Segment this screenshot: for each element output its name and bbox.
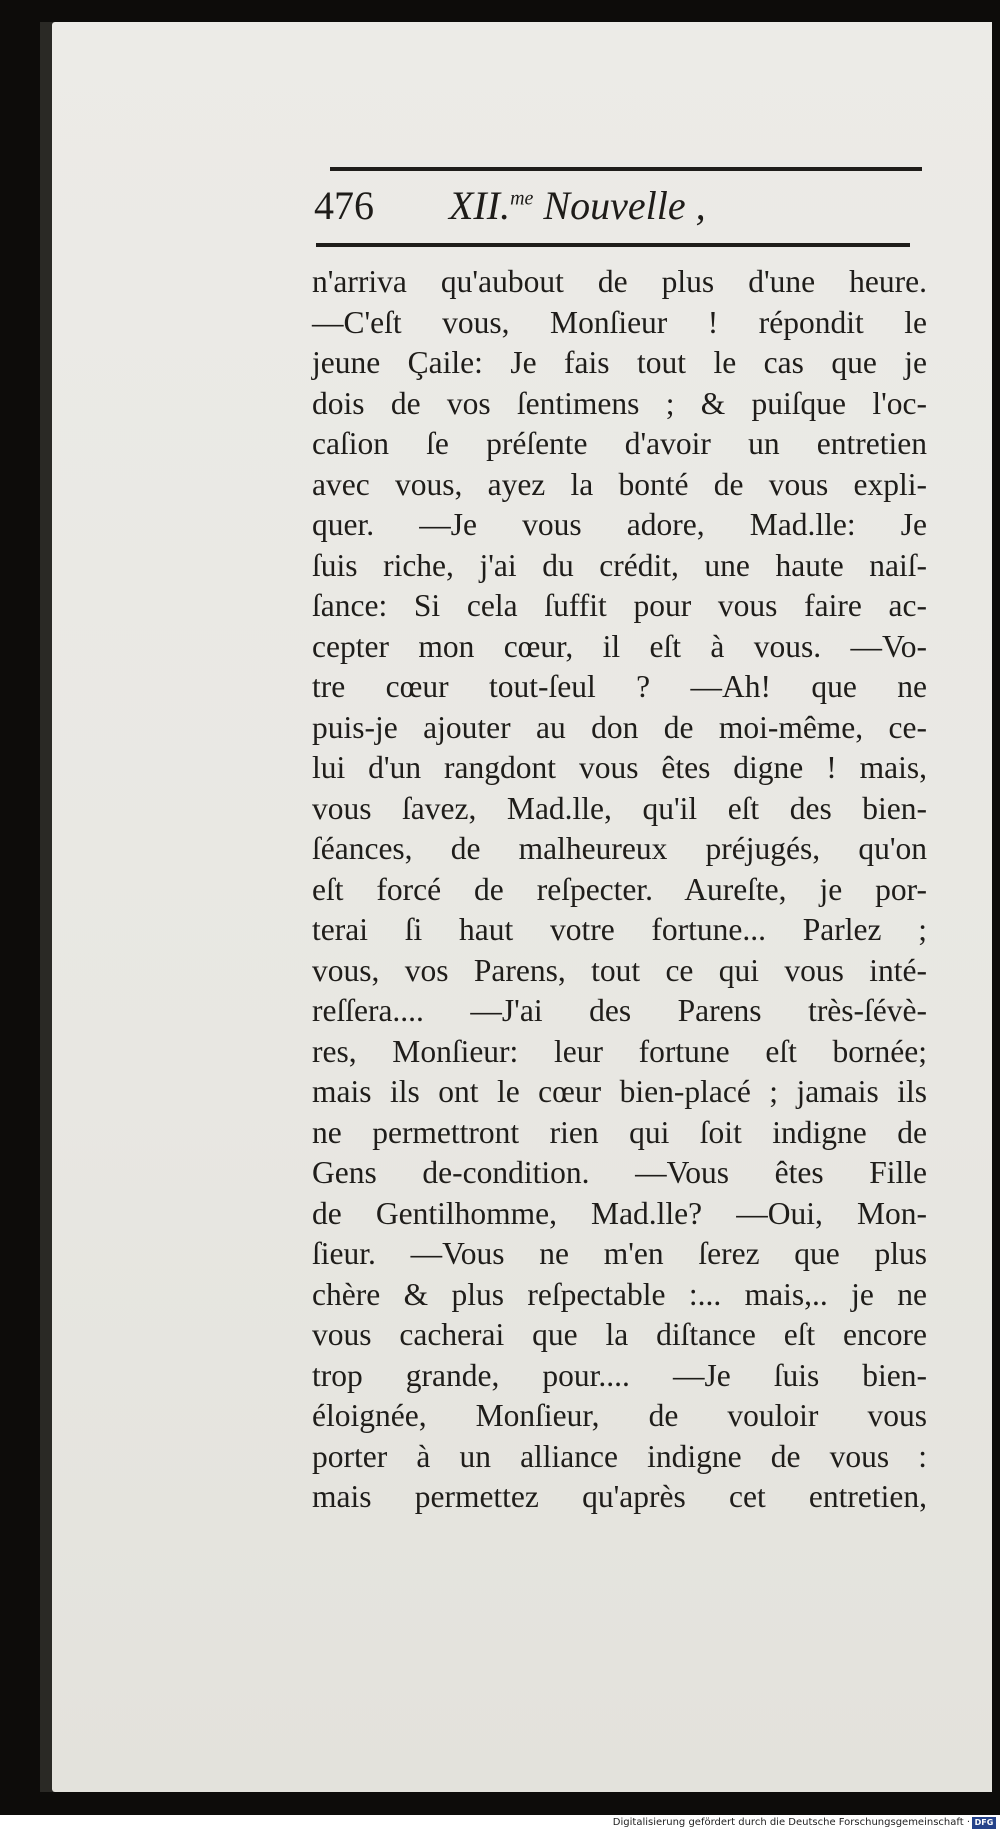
page-header: [314, 178, 914, 238]
text-line: res, Monſieur: leur fortune eſt bornée;: [312, 1033, 927, 1069]
text-line: éloignée, Monſieur, de vouloir vous: [312, 1398, 927, 1433]
running-head-title: Nouvelle ,: [533, 183, 706, 228]
text-line: ne permettront rien qui ſoit indigne de: [312, 1114, 927, 1150]
text-line: puis-je ajouter au don de moi-même, ce-: [312, 709, 927, 745]
footer-strip: [0, 1815, 1000, 1831]
text-line: chère & plus reſpectable :... mais,.. je ne: [312, 1276, 927, 1312]
text-line: n'arriva qu'aubout de plus d'une heure.: [312, 264, 927, 299]
text-line: vous cacherai que la diſtance eſt encore: [312, 1317, 927, 1352]
text-line: avec vous, ayez la bonté de vous expli-: [312, 466, 927, 502]
running-head: [449, 182, 706, 229]
text-line: —C'eſt vous, Monſieur ! répondit le: [312, 304, 927, 340]
text-line: mais ils ont le cœur bien-placé ; jamais ils: [312, 1074, 927, 1109]
body-text: [312, 262, 927, 1518]
text-line: jeune Çaile: Je fais tout le cas que je: [312, 345, 927, 380]
text-line: ſéances, de malheureux préjugés, qu'on: [312, 831, 927, 866]
running-head-superscript: me: [510, 187, 534, 210]
text-line: ſuis riche, j'ai du crédit, une haute naiſ-: [312, 547, 927, 583]
text-line: dois de vos ſentimens ; & puiſque l'oc-: [312, 385, 927, 421]
footer-credit: Digitalisierung gefördert durch die Deutsche Forschungsgemeinschaft ·: [612, 1817, 970, 1828]
text-line: lui d'un rangdont vous êtes digne ! mais,: [312, 750, 927, 785]
text-line: ſance: Si cela ſuffit pour vous faire ac-: [312, 588, 927, 623]
text-line: mais permettez qu'après cet entretien,: [312, 1479, 927, 1514]
text-line: tre cœur tout-ſeul ? —Ah! que ne: [312, 669, 927, 704]
text-line: eſt forcé de reſpecter. Aureſte, je por-: [312, 871, 927, 907]
text-line: quer. —Je vous adore, Mad.lle: Je: [312, 507, 927, 542]
text-line: de Gentilhomme, Mad.lle? —Oui, Mon-: [312, 1195, 927, 1231]
text-line: vous ſavez, Mad.lle, qu'il eſt des bien-: [312, 790, 927, 826]
dfg-logo[interactable]: DFG: [972, 1817, 996, 1829]
text-line: reſſera.... —J'ai des Parens très-ſévè-: [312, 993, 927, 1028]
header-rule-bottom: [316, 243, 910, 247]
text-line: vous, vos Parens, tout ce qui vous inté-: [312, 952, 927, 988]
text-line: porter à un alliance indigne de vous :: [312, 1438, 927, 1474]
text-line: terai ſi haut votre fortune... Parlez ;: [312, 912, 927, 947]
text-line: caſion ſe préſente d'avoir un entretien: [312, 426, 927, 461]
text-line: trop grande, pour.... —Je ſuis bien-: [312, 1357, 927, 1393]
page-number: 476: [314, 183, 374, 228]
text-line: Gens de-condition. —Vous êtes Fille: [312, 1155, 927, 1190]
text-line: ſieur. —Vous ne m'en ſerez que plus: [312, 1236, 927, 1271]
text-line: cepter mon cœur, il eſt à vous. —Vo-: [312, 628, 927, 664]
running-head-numeral: XII.: [449, 183, 511, 228]
header-rule-top: [330, 167, 922, 171]
